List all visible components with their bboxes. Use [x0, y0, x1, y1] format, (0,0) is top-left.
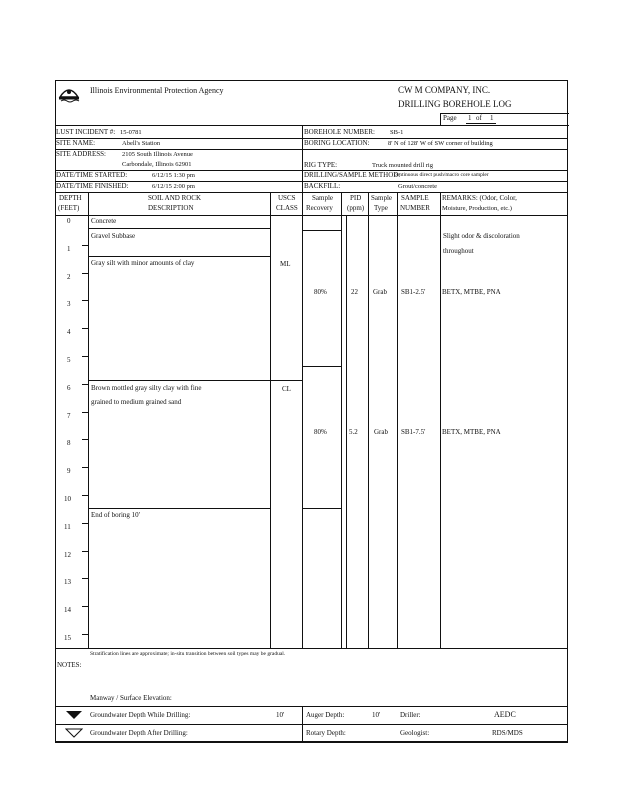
site-name-label: SITE NAME: [56, 139, 96, 147]
depth-tick-15 [82, 634, 88, 635]
agency-name: Illinois Environmental Protection Agency [90, 86, 224, 95]
drilling-method-value: continuous direct push/macro core sampler [394, 172, 489, 178]
depth-label-8: 8 [67, 439, 71, 448]
depth-label-4: 4 [67, 328, 71, 337]
sample2-remarks: BETX, MTBE, PNA [442, 428, 501, 436]
sample2-recovery: 80% [314, 428, 327, 436]
depth-label-7: 7 [67, 411, 71, 420]
depth-label-12: 12 [64, 550, 71, 559]
header-recovery-2: Recovery [306, 204, 333, 212]
header-type-2: Type [374, 204, 388, 212]
groundwater-while-symbol [65, 707, 83, 717]
depth-label-13: 13 [64, 578, 71, 587]
rotary-label: Rotary Depth: [306, 729, 346, 737]
sample2-pid: 5.2 [349, 428, 358, 436]
layer-end-of-boring: End of boring 10' [91, 511, 140, 519]
depth-tick-9 [82, 467, 88, 468]
backfill-label: BACKFILL: [304, 182, 341, 190]
borehole-value: SB-1 [390, 129, 404, 136]
header-recovery-1: Sample [312, 194, 333, 202]
rig-type-label: RIG TYPE: [304, 161, 338, 169]
sample1-number: SB1-2.5' [401, 288, 426, 296]
depth-tick-13 [82, 578, 88, 579]
site-address-line2: Carbondale, Illinois 62901 [122, 161, 192, 168]
lust-value: 15-0781 [120, 129, 142, 136]
iepa-logo [58, 85, 80, 103]
depth-tick-5 [82, 356, 88, 357]
driller-value: AEDC [494, 710, 516, 719]
depth-tick-12 [82, 551, 88, 552]
groundwater-after-symbol [65, 725, 83, 735]
drilling-method-label: DRILLING/SAMPLE METHOD: [304, 171, 401, 179]
page-total: 1 [490, 114, 494, 122]
header-number-2: NUMBER [400, 204, 430, 212]
layer-gray-silt-uscs: ML [280, 260, 291, 268]
header-soil-1: SOIL AND ROCK [148, 194, 202, 202]
layer-gravel-subbase: Gravel Subbase [91, 232, 136, 240]
depth-label-2: 2 [67, 272, 71, 281]
date-finished-label: DATE/TIME FINISHED: [56, 182, 129, 190]
depth-tick-3 [82, 300, 88, 301]
backfill-value: Grout/concrete [398, 183, 437, 190]
header-pid-1: PID [350, 194, 362, 202]
remark-top-line1: Slight odor & discoloration [443, 232, 520, 240]
sample1-type: Grab [373, 288, 387, 296]
date-started-label: DATE/TIME STARTED: [56, 171, 128, 179]
header-number-1: SAMPLE [401, 194, 429, 202]
sample1-pid: 22 [351, 288, 358, 296]
borehole-label: BOREHOLE NUMBER: [304, 128, 375, 136]
header-soil-2: DESCRIPTION [148, 204, 194, 212]
company-name: CW M COMPANY, INC. [398, 85, 491, 95]
depth-tick-2 [82, 273, 88, 274]
auger-label: Auger Depth: [306, 711, 345, 719]
depth-tick-1 [82, 245, 88, 246]
layer-brown-clay-uscs: CL [282, 385, 291, 393]
page-label: Page [443, 114, 457, 122]
page-number: 1 [468, 114, 472, 122]
depth-label-15: 15 [64, 634, 71, 642]
date-started-value: 6/12/15 1:30 pm [152, 172, 195, 179]
depth-tick-10 [82, 495, 88, 496]
header-depth-2: (FEET) [58, 204, 80, 212]
header-remarks-1: REMARKS: (Odor, Color, [442, 194, 517, 202]
site-name-value: Abell's Station [122, 140, 161, 147]
layer-concrete: Concrete [91, 217, 117, 225]
boring-location-label: BORING LOCATION: [304, 139, 370, 147]
gw-while-label: Groundwater Depth While Drilling: [90, 711, 191, 719]
sample1-recovery: 80% [314, 288, 327, 296]
log-title: DRILLING BOREHOLE LOG [398, 99, 512, 109]
form-frame [55, 80, 568, 742]
remark-top-line2: throughout [443, 247, 474, 255]
header-pid-2: (ppm) [347, 204, 365, 212]
depth-label-14: 14 [64, 606, 71, 615]
header-type-1: Sample [371, 194, 392, 202]
site-address-line1: 2105 South Illinois Avenue [122, 151, 193, 158]
depth-label-3: 3 [67, 300, 71, 309]
boring-location-value: 8' N of 128' W of SW corner of building [388, 140, 493, 147]
header-uscs-2: CLASS [276, 204, 298, 212]
manway-label: Manway / Surface Elevation: [90, 694, 172, 702]
header-depth-1: DEPTH [59, 194, 82, 202]
notes-label: NOTES: [57, 661, 82, 669]
depth-tick-8 [82, 439, 88, 440]
page-of: of [476, 114, 482, 122]
depth-label-1: 1 [67, 244, 71, 253]
depth-tick-11 [82, 523, 88, 524]
depth-tick-4 [82, 328, 88, 329]
stratification-note: Stratification lines are approximate; in-situ transition between soil types may be gradual. [90, 651, 286, 657]
geologist-label: Geologist: [400, 729, 430, 737]
depth-label-9: 9 [67, 467, 71, 476]
depth-label-10: 10 [64, 495, 71, 503]
gw-after-label: Groundwater Depth After Drilling: [90, 729, 188, 737]
depth-label-0: 0 [67, 217, 71, 225]
layer-brown-clay-line1: Brown mottled gray silty clay with fine [91, 384, 202, 392]
lust-label: LUST INCIDENT #: [56, 128, 116, 136]
layer-brown-clay-line2: grained to medium grained sand [91, 398, 182, 406]
auger-value: 10' [372, 711, 381, 719]
layer-gray-silt: Gray silt with minor amounts of clay [91, 259, 195, 267]
site-address-label: SITE ADDRESS: [56, 150, 106, 158]
depth-tick-7 [82, 412, 88, 413]
geologist-value: RDS/MDS [492, 729, 523, 737]
depth-label-11: 11 [64, 522, 71, 531]
sample2-type: Grab [374, 428, 388, 436]
header-remarks-2: Moisture, Production, etc.) [442, 205, 512, 212]
depth-label-5: 5 [67, 356, 71, 364]
sample2-number: SB1-7.5' [401, 428, 426, 436]
rig-type-value: Truck mounted drill rig [372, 162, 433, 169]
sample1-remarks: BETX, MTBE, PNA [442, 288, 501, 296]
depth-tick-6 [82, 384, 88, 385]
depth-label-6: 6 [67, 383, 71, 392]
header-uscs-1: USCS [278, 194, 296, 202]
depth-tick-14 [82, 606, 88, 607]
date-finished-value: 6/12/15 2:00 pm [152, 183, 195, 190]
gw-while-value: 10' [276, 711, 285, 719]
driller-label: Driller: [400, 711, 421, 719]
